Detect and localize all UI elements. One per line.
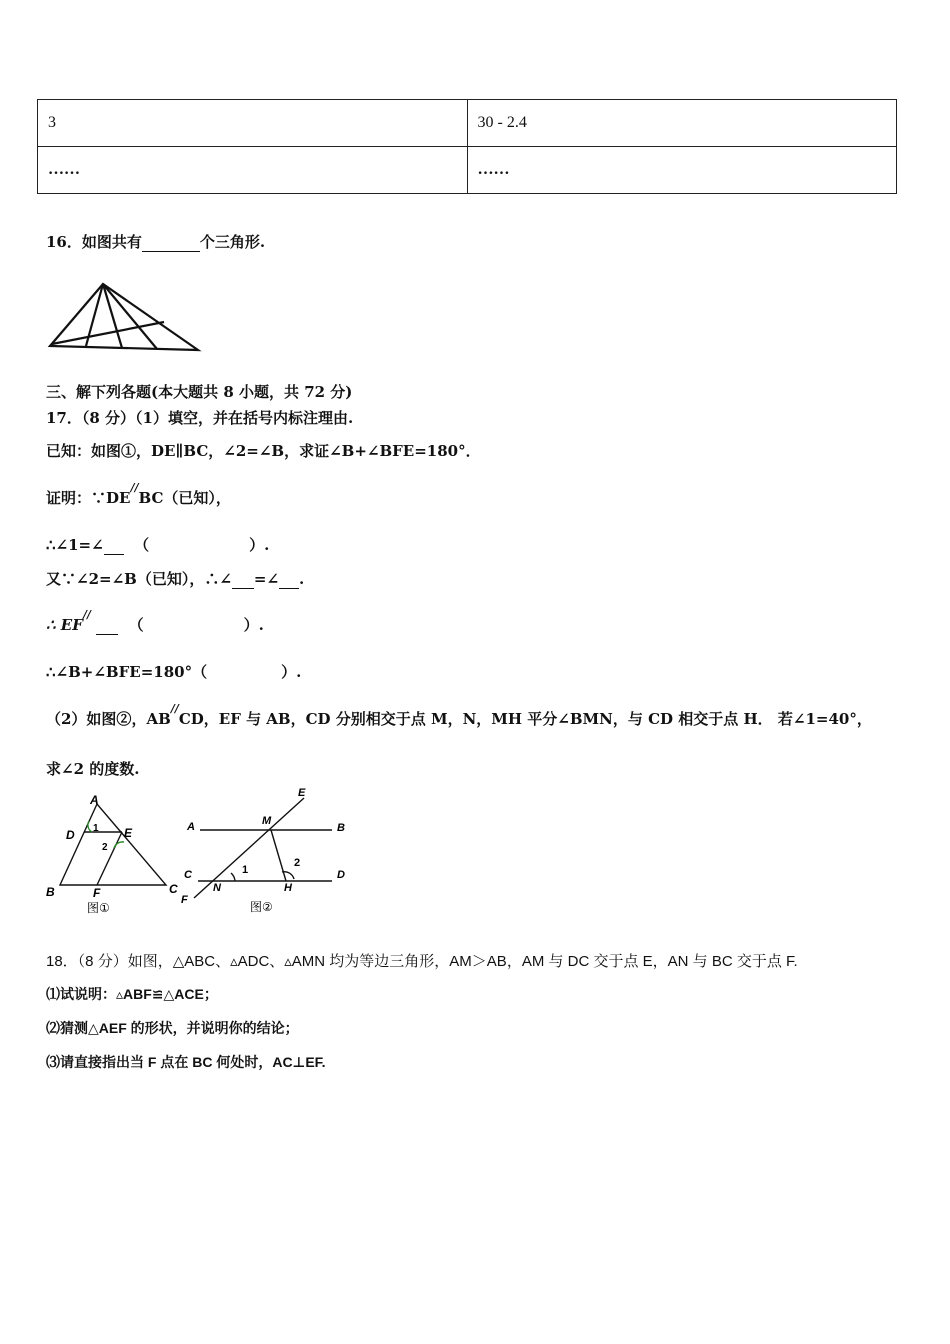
fig2-label: C bbox=[184, 869, 192, 881]
table-cell: 30 - 2.4 bbox=[467, 100, 897, 147]
reason-space bbox=[149, 536, 249, 554]
figure-2 bbox=[178, 782, 358, 918]
fig2-label: D bbox=[337, 869, 345, 881]
answer-blank bbox=[279, 570, 299, 589]
paren-close: ）. bbox=[281, 663, 302, 681]
q17-line-2 bbox=[46, 568, 304, 589]
fig1-label: D bbox=[66, 828, 75, 842]
q17-proof-head bbox=[46, 481, 231, 508]
fig1-angle-label: 1 bbox=[93, 823, 99, 834]
fig1-label: C bbox=[169, 882, 178, 896]
fig1-caption: 图① bbox=[87, 901, 110, 915]
proof-text: . bbox=[299, 570, 305, 588]
q18-title: 18．（8 分）如图，△ABC、▵ADC、▵AMN 均为等边三角形，AM＞AB，AM 与 DC 交于点 E，AN 与 BC 交于点 F. bbox=[46, 953, 798, 970]
q18-item-3: ⑶请直接指出当 F 点在 BC 何处时，AC⊥EF. bbox=[46, 1054, 326, 1070]
fig2-label: F bbox=[181, 894, 188, 906]
proof-text: （2）如图②，AB bbox=[46, 710, 171, 728]
proof-text: ∴∠1=∠ bbox=[46, 536, 104, 554]
triangle-figure bbox=[44, 278, 206, 356]
proof-text: ∴ EF bbox=[46, 616, 83, 634]
fig2-angle-label: 2 bbox=[294, 857, 301, 869]
fig2-caption: 图② bbox=[250, 900, 273, 914]
table-cell: 3 bbox=[38, 100, 468, 147]
q16-text-after: 个三角形. bbox=[199, 233, 266, 251]
fig2-label: M bbox=[262, 815, 272, 827]
fig2-label: E bbox=[298, 787, 306, 799]
fig1-label: B bbox=[46, 885, 55, 899]
table-cell: …… bbox=[38, 147, 468, 194]
q17-part-2 bbox=[46, 702, 872, 729]
section-heading: 三、解下列各题(本大题共 8 小题，共 72 分) bbox=[46, 383, 353, 401]
proof-text: 又∵∠2=∠B（已知），∴∠ bbox=[46, 570, 232, 588]
parallel-symbol: // bbox=[82, 608, 91, 621]
table-row bbox=[38, 100, 897, 147]
fig2-label: N bbox=[213, 882, 221, 894]
figure-1 bbox=[40, 790, 190, 918]
table-row bbox=[38, 147, 897, 194]
table-cell: …… bbox=[467, 147, 897, 194]
fig1-label: A bbox=[90, 793, 99, 807]
q17-part-2-question: 求∠2 的度数. bbox=[46, 760, 140, 778]
proof-text: 证明：∵DE bbox=[46, 489, 131, 507]
paren-open: （ bbox=[128, 616, 144, 634]
q17-line-4 bbox=[46, 661, 301, 682]
fig2-angle-label: 1 bbox=[242, 864, 249, 876]
answer-blank bbox=[96, 616, 118, 635]
proof-text: =∠ bbox=[253, 570, 280, 588]
reason-space bbox=[144, 616, 244, 634]
fig1-angle-label: 2 bbox=[102, 842, 108, 853]
fig2-label: A bbox=[187, 821, 195, 833]
answer-blank bbox=[104, 536, 124, 555]
parallel-symbol: // bbox=[130, 481, 139, 494]
q18-item-1: ⑴试说明：▵ABF≌△ACE； bbox=[46, 986, 218, 1002]
question-16 bbox=[46, 231, 265, 252]
answer-blank bbox=[232, 570, 254, 589]
proof-text: ∴∠B+∠BFE=180°（ bbox=[46, 663, 208, 681]
q17-title: 17．（8 分）（1）填空，并在括号内标注理由. bbox=[46, 409, 354, 427]
data-table bbox=[37, 99, 897, 194]
reason-space bbox=[207, 663, 281, 681]
fig2-label: H bbox=[284, 882, 292, 894]
paren-close: ）. bbox=[243, 616, 264, 634]
fig1-label: E bbox=[124, 826, 133, 840]
parallel-symbol: // bbox=[170, 702, 179, 715]
q17-line-1 bbox=[46, 534, 269, 555]
q16-text: 16．如图共有 bbox=[46, 233, 142, 251]
fig1-label: F bbox=[93, 886, 101, 900]
answer-blank bbox=[142, 233, 200, 252]
fig2-label: B bbox=[337, 822, 345, 834]
q17-line-3 bbox=[46, 608, 264, 635]
paren-open: （ bbox=[134, 536, 150, 554]
q18-item-2: ⑵猜测△AEF 的形状，并说明你的结论； bbox=[46, 1020, 299, 1036]
q17-given: 已知：如图①，DE∥BC，∠2=∠B，求证∠B+∠BFE=180°． bbox=[46, 442, 481, 460]
proof-text: CD，EF 与 AB，CD 分别相交于点 M，N，MH 平分∠BMN，与 CD 相交于点 H． 若∠1=40°， bbox=[178, 710, 872, 728]
proof-text: BC（已知）， bbox=[138, 489, 231, 507]
paren-close: ）. bbox=[249, 536, 270, 554]
